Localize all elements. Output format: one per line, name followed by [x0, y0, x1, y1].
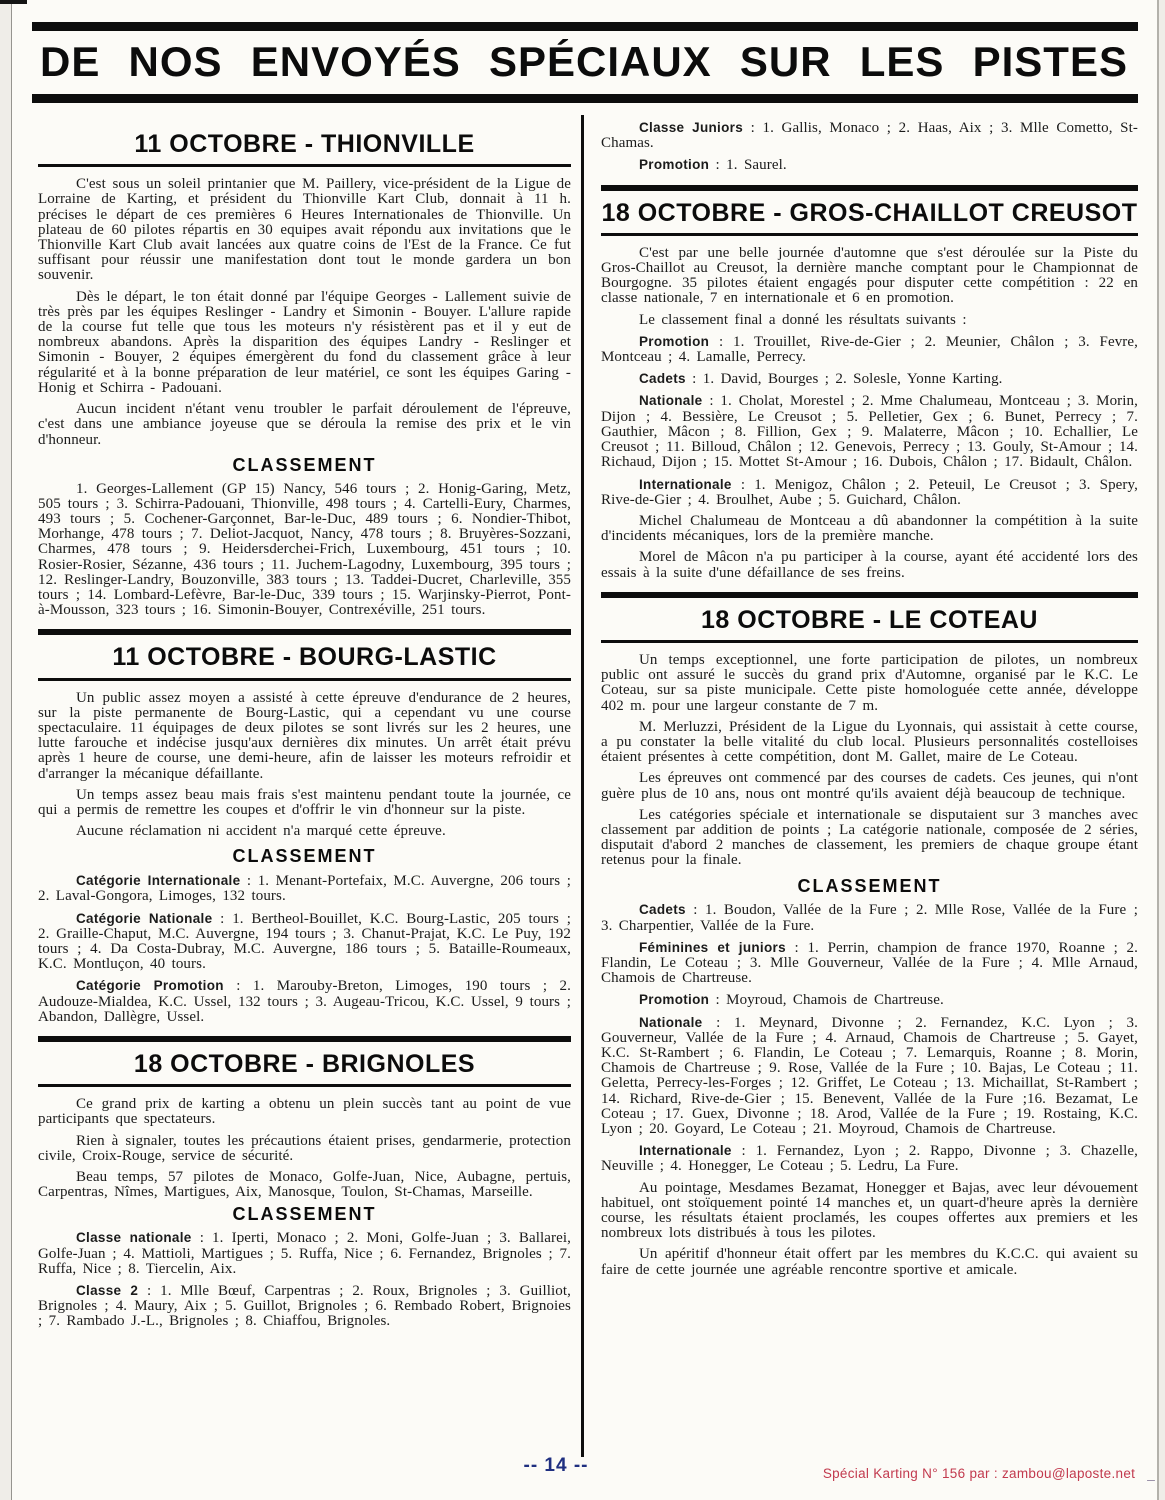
- entry-label: Classe Juniors: [639, 120, 743, 135]
- entry-text: : 1. Perrin, champion de france 1970, Roanne ; 2. Flandin, Le Coteau ; 3. Mlle Gouverneur, Vallée de la Fure ; 4. Mlle Arnaud, Chamois de Chartreuse.: [601, 939, 1138, 987]
- entry-label: Promotion: [639, 333, 710, 349]
- entry-text: : 1. Iperti, Monaco ; 2. Moni, Golfe-Juan ; 3. Ballarei, Golfe-Juan ; 4. Mattioli, Martigues ; 5. Ruffa, Nice ; 6. Fernandez, Brignoles ; 7. Ruffa, Nice ; 8. Tiercelin, Aix.: [38, 1230, 571, 1277]
- left-column: [38, 118, 571, 1330]
- section-title: 18 OCTOBRE - GROS-CHAILLOT CREUSOT: [601, 198, 1138, 227]
- classement-heading: CLASSEMENT: [232, 454, 377, 475]
- classement-entry: [38, 978, 571, 1025]
- right-margin-strip: [1159, 0, 1165, 1500]
- body-paragraph: Beau temps, 57 pilotes de Monaco, Golfe-Juan, Nice, Aubagne, pertuis, Carpentras, Nîmes, Martigues, Aix, Manosque, Toulon, St-Chamas, Marseille.: [38, 1169, 571, 1201]
- body-paragraph: Dès le départ, le ton était donné par l'équipe Georges - Lallement suivie de très près par les équipes Reslinger - Landry et Simonin - Bouyer. L'allure rapide de la course fut telle que tous les moteurs n'y résistèrent pas et il y eut de nombreux abandons. Après la disparition des équipes Landry - Reslinger et Simonin - Bouyer, 2 équipes émergèrent du fond du classement grâce à leur régularité et à la bonne préparation de leur matériel, ce sont les équipes Garing - Honig et Schirra - Padouani.: [38, 288, 571, 396]
- body-paragraph: Ce grand prix de karting a obtenu un plein succès tant au point de vue participants que spectateurs.: [38, 1096, 571, 1128]
- entry-text: : 1. Fernandez, Lyon ; 2. Rappo, Divonne ; 3. Chazelle, Neuville ; 4. Honegger, Le Coteau ; 5. Ledru, La Fure.: [601, 1143, 1138, 1175]
- body-paragraph: Un public assez moyen a assisté à cette épreuve d'endurance de 2 heures, sur la piste permanente de Bourg-Lastic, qui a cependant vu une course spectaculaire. 11 équipages de deux pilotes se sont livrés sur les 2 heures, une lutte farouche et indécise jusqu'aux dernières dix minutes. Un arrêt était prévu après 1 heure de course, une demi-heure, afin de laisser les moteurs refroidir et d'arranger la mécanique défaillante.: [38, 689, 571, 782]
- body-paragraph: Le classement final a donné les résultats suivants :: [639, 311, 967, 328]
- masthead-title: DE NOS ENVOYÉS SPÉCIAUX SUR LES PISTES: [40, 38, 1128, 85]
- body-paragraph: Morel de Mâcon n'a pu participer à la course, ayant été accidenté lors des essais à la suite d'une défaillance de ses freins.: [601, 549, 1138, 581]
- footer-credit-text: Spécial Karting N° 156 par : zambou@laposte.net: [822, 1466, 1136, 1481]
- section-title-rule: [38, 678, 571, 681]
- body-paragraph: Un apéritif d'honneur était offert par les membres du K.C.C. qui avaient su faire de cette journée une agréable rencontre sportive et amicale.: [601, 1246, 1138, 1278]
- classement-heading: CLASSEMENT: [797, 875, 942, 896]
- classement-entry: [601, 477, 1138, 508]
- section-divider-bar: [38, 1036, 571, 1042]
- body-paragraph: Aucun incident n'étant venu troubler le parfait déroulement de l'épreuve, c'est dans une ambiance joyeuse que se déroula la remise des prix et le vin d'honneur.: [38, 401, 571, 448]
- classement-entry: [38, 1283, 571, 1330]
- section-divider-bar: [38, 629, 571, 635]
- entry-text: : 1. Gallis, Monaco ; 2. Haas, Aix ; 3. Mlle Cometto, St-Chamas.: [601, 120, 1138, 152]
- brignoles-classement-continuation: [601, 120, 1138, 174]
- entry-text: : 1. Menigoz, Châlon ; 2. Peteuil, Le Creusot ; 3. Spery, Rive-de-Gier ; 4. Broulhet, Aube ; 5. Guichard, Châlon.: [601, 476, 1138, 508]
- column-divider: [581, 115, 584, 1457]
- section-divider-bar: [601, 185, 1138, 191]
- section-bourg-lastic: [38, 629, 571, 1025]
- body-paragraph: Les catégories spéciale et internationale se disputaient sur 3 manches avec classement par addition de points ; La catégorie nationale, composée de 2 séries, disputait d'abord 2 manches de classement, les premiers de chaque groupe étant retenus pour la finale.: [601, 806, 1138, 869]
- classement-entry: [601, 992, 1138, 1008]
- classement-entry: [601, 393, 1138, 470]
- footer-credit-mark: _: [1147, 1466, 1155, 1481]
- body-paragraph: Au pointage, Mesdames Bezamat, Honegger et Bajas, avec leur dévouement habituel, ont stoïquement pointé 14 manches et, un quart-d'heure après la dernière course, les résultats étaient proclamés, les coupes offertes aux premiers et les nombreux lots distribués à tous les pilotes.: [601, 1179, 1138, 1242]
- body-paragraph: C'est sous un soleil printanier que M. Paillery, vice-président de la Ligue de Lorraine de Karting, et président du Thionville Kart Club, donnait à 11 h. précises le départ de ces premières 6 Heures Internationales de Thionville. Un plateau de 60 pilotes répartis en 30 equipes avait répondu aux invitations que le Thionville Kart Club avait lancées aux quatre coins de l'Est de la France. Ce fut suffisant pour réussir une manifestation dont tout le monde gardera un bon souvenir.: [38, 176, 571, 284]
- classement-entry: [601, 157, 1138, 173]
- classement-entry: [38, 873, 571, 904]
- classement-heading: CLASSEMENT: [232, 1203, 377, 1224]
- section-title: 18 OCTOBRE - LE COTEAU: [701, 605, 1038, 634]
- classement-entry: [601, 371, 1138, 387]
- classement-entry: [38, 911, 571, 973]
- entry-label: Féminines et juniors: [639, 939, 786, 955]
- section-thionville: [38, 131, 571, 618]
- left-margin-strip: [0, 0, 11, 1500]
- entry-label: Catégorie Internationale: [76, 873, 241, 889]
- body-paragraph: Rien à signaler, toutes les précautions étaient prises, gendarmerie, protection civile, Croix-Rouge, service de sécurité.: [38, 1132, 571, 1164]
- masthead-rule-top: [32, 22, 1138, 31]
- entry-label: Classe 2: [76, 1282, 139, 1298]
- body-paragraph: Un temps assez beau mais frais s'est maintenu pendant toute la journée, ce qui a permis de remettre les coupes et d'offrir le vin d'honneur sur la piste.: [38, 786, 571, 818]
- entry-label: Nationale: [639, 1014, 703, 1030]
- scan-artifact: [0, 0, 27, 4]
- classement-entry: [601, 1143, 1138, 1174]
- classement-entry: [601, 334, 1138, 365]
- body-paragraph: Aucune réclamation ni accident n'a marqué cette épreuve.: [76, 823, 446, 840]
- section-title-rule: [38, 164, 571, 167]
- entry-text: : 1. Mlle Bœuf, Carpentras ; 2. Roux, Brignoles ; 3. Guilliot, Brignoles ; 4. Maury, Aix ; 5. Guillot, Brignoles ; 6. Rembado Robert, Brignoies ; 7. Rambado J.-L., Brignoles ; 8. Chiaffou, Brignoles.: [38, 1282, 571, 1330]
- entry-text: : 1. David, Bourges ; 2. Solesle, Yonne Karting.: [685, 371, 1003, 388]
- section-title-rule: [601, 640, 1138, 643]
- section-gros-chaillot-creusot: [601, 185, 1138, 581]
- left-edge-line: [11, 0, 12, 1500]
- body-paragraph: Un temps exceptionnel, une forte participation de pilotes, un nombreux public ont assuré le succès du grand prix d'Automne, organisé par le K.C. Le Coteau, sur sa piste municipale. Cette piste homologuée cette année, développe 402 m. pour une largeur constante de 7 m.: [601, 651, 1138, 714]
- section-title: 18 OCTOBRE - BRIGNOLES: [133, 1050, 476, 1079]
- entry-label: Classe nationale: [76, 1230, 192, 1246]
- section-brignoles: [38, 1036, 571, 1329]
- entry-label: Catégorie Promotion: [76, 978, 224, 994]
- footer-page-number: -- 14 --: [523, 1455, 589, 1476]
- classement-entry: [601, 1015, 1138, 1138]
- section-title-rule: [38, 1084, 571, 1087]
- section-title: 11 OCTOBRE - BOURG-LASTIC: [112, 643, 497, 672]
- classement-entry: [38, 1230, 571, 1277]
- entry-text: : 1. Bertheol-Bouillet, K.C. Bourg-Lastic, 205 tours ; 2. Graille-Chaput, M.C. Auvergne, 194 tours ; 3. Chanut-Prajat, K.C. Le Puy, 192 tours ; 4. Da Costa-Dubray, M.C. Auvergne, 186 tours ; 5. Bataille-Roumeaux, K.C. Montluçon, 40 tours.: [38, 910, 572, 973]
- body-paragraph: M. Merluzzi, Président de la Ligue du Lyonnais, qui assistait à cette course, a pu constater la belle vitalité du club local. Plusieurs personnalités costelloises étaient présentes à cette compétition, dont M. Gallet, maire de Le Coteau.: [601, 718, 1138, 766]
- classement-text: 1. Georges-Lallement (GP 15) Nancy, 546 tours ; 2. Honig-Garing, Metz, 505 tours ; 3. Schirra-Padouani, Thionville, 498 tours ; 4. Cartelli-Eury, Charmes, 493 tours ; 5. Cochener-Garçonnet, Bar-le-Duc, 489 tours ; 6. Nondier-Thibot, Morhange, 478 tours ; 7. Deliot-Jacquot, Nancy, 478 tours ; 8. Bruyères-Sozzani, Charmes, 478 tours ; 9. Heidersderchei-Frich, Luxembourg, 451 tours ; 10. Rosier-Rosier, Sézanne, 436 tours ; 11. Juchem-Lagodny, Luxembourg, 395 tours ; 12. Reslinger-Landry, Bouzonville, 383 tours ; 13. Taddei-Ducret, Charleville, 355 tours ; 14. Lombard-Lefèvre, Bar-le-Duc, 339 tours ; 15. Warjinsky-Pierrot, Pont-à-Mousson, 323 tours ; 16. Simonin-Bouyer, Contrexéville, 251 tours.: [38, 480, 571, 619]
- entry-label: Nationale: [639, 393, 703, 409]
- footer-credit: [655, 1466, 1155, 1481]
- section-divider-bar: [601, 592, 1138, 598]
- entry-text: : Moyroud, Chamois de Chartreuse.: [709, 992, 944, 1009]
- section-le-coteau: [601, 592, 1138, 1278]
- entry-label: Internationale: [639, 1143, 732, 1159]
- classement-entry: [601, 902, 1138, 933]
- entry-label: Promotion: [639, 992, 710, 1008]
- entry-label: Cadets: [639, 371, 686, 387]
- section-title-rule: [601, 233, 1138, 236]
- entry-text: : 1. Saurel.: [709, 157, 787, 174]
- entry-text: : 1. Boudon, Vallée de la Fure ; 2. Mlle Rose, Vallée de la Fure ; 3. Charpentier, Vallée de la Fure.: [601, 902, 1138, 934]
- entry-text: : 1. Meynard, Divonne ; 2. Fernandez, K.C. Lyon ; 3. Gouverneur, Vallée de la Fure ; 4. Arnaud, Chamois de Chartreuse ; 5. Gayet, K.C. St-Rambert ; 6. Flandin, Le Coteau ; 7. Lemarquis, Roanne ; 8. Morin, Chamois de Chartreuse ; 9. Rose, Vallée de la Fure ; 10. Bajas, Le Coteau ; 11. Geletta, Perrecy-les-Forges ; 12. Griffet, Le Coteau ; 13. Michaillat, St-Rambert ; 14. Richard, Rive-de-Gier ; 15. Benevent, Vallée de la Fure ;16. Bezamat, Le Coteau ; 17. Guex, Divonne ; 18. Arod, Vallée de la Fure ; 19. Rostaing, K.C. Lyon ; 20. Goyard, Le Coteau ; 21. Moyroud, Chamois de Chartreuse.: [601, 1014, 1138, 1138]
- classement-heading: CLASSEMENT: [232, 846, 377, 867]
- classement-entry: [601, 940, 1138, 987]
- section-title: 11 OCTOBRE - THIONVILLE: [134, 130, 475, 158]
- entry-label: Internationale: [639, 476, 732, 492]
- right-edge-line: [1157, 0, 1159, 1500]
- body-paragraph: Michel Chalumeau de Montceau a dû abandonner la compétition à la suite d'incidents mécaniques, lors de la première manche.: [601, 512, 1138, 545]
- entry-label: Promotion: [639, 157, 710, 173]
- masthead-rule-bottom: [32, 94, 1138, 103]
- body-paragraph: Les épreuves ont commencé par des courses de cadets. Ces jeunes, qui n'ont guère plus de 10 ans, nous ont montré qu'ils avaient déjà beaucoup de technique.: [601, 770, 1138, 802]
- entry-text: : 1. Trouillet, Rive-de-Gier ; 2. Meunier, Châlon ; 3. Fevre, Montceau ; 4. Lamalle, Perrecy.: [601, 333, 1138, 366]
- entry-text: : 1. Marouby-Breton, Limoges, 190 tours ; 2. Audouze-Mialdea, K.C. Ussel, 132 tours ; 3. Augeau-Tricou, K.C. Ussel, 9 tours ; Abandon, Dallègre, Ussel.: [38, 978, 571, 1025]
- entry-text: : 1. Menant-Portefaix, M.C. Auvergne, 206 tours ; 2. Laval-Gongora, Limoges, 132 tours.: [38, 873, 571, 905]
- body-paragraph: C'est par une belle journée d'automne que s'est déroulée sur la Piste du Gros-Chaillot au Creusot, la dernière manche comptant pour le Championnat de Bourgogne. 35 pilotes étaient engagés pour disputer cette compétition : 22 en classe nationale, 7 en internationale et 6 en promotion.: [601, 244, 1138, 307]
- entry-label: Catégorie Nationale: [76, 910, 213, 926]
- classement-entry: [601, 120, 1138, 151]
- right-column: [601, 118, 1138, 1278]
- entry-label: Cadets: [639, 902, 686, 918]
- entry-text: : 1. Cholat, Morestel ; 2. Mme Chalumeau, Montceau ; 3. Morin, Dijon ; 4. Bessière, Le Creusot ; 5. Pelletier, Gex ; 6. Bunet, Perrecy ; 7. Gauthier, Mâcon ; 8. Fillion, Gex ; 9. Malaterre, Mâcon ; 10. Echallier, Le Creusot ; 11. Billoud, Châlon ; 12. Genevois, Perrecy ; 13. Gouly, St-Amour ; 14. Richaud, Dijon ; 15. Mottet St-Amour ; 16. Dubois, Châlon ; 17. Bidault, Châlon.: [601, 393, 1138, 471]
